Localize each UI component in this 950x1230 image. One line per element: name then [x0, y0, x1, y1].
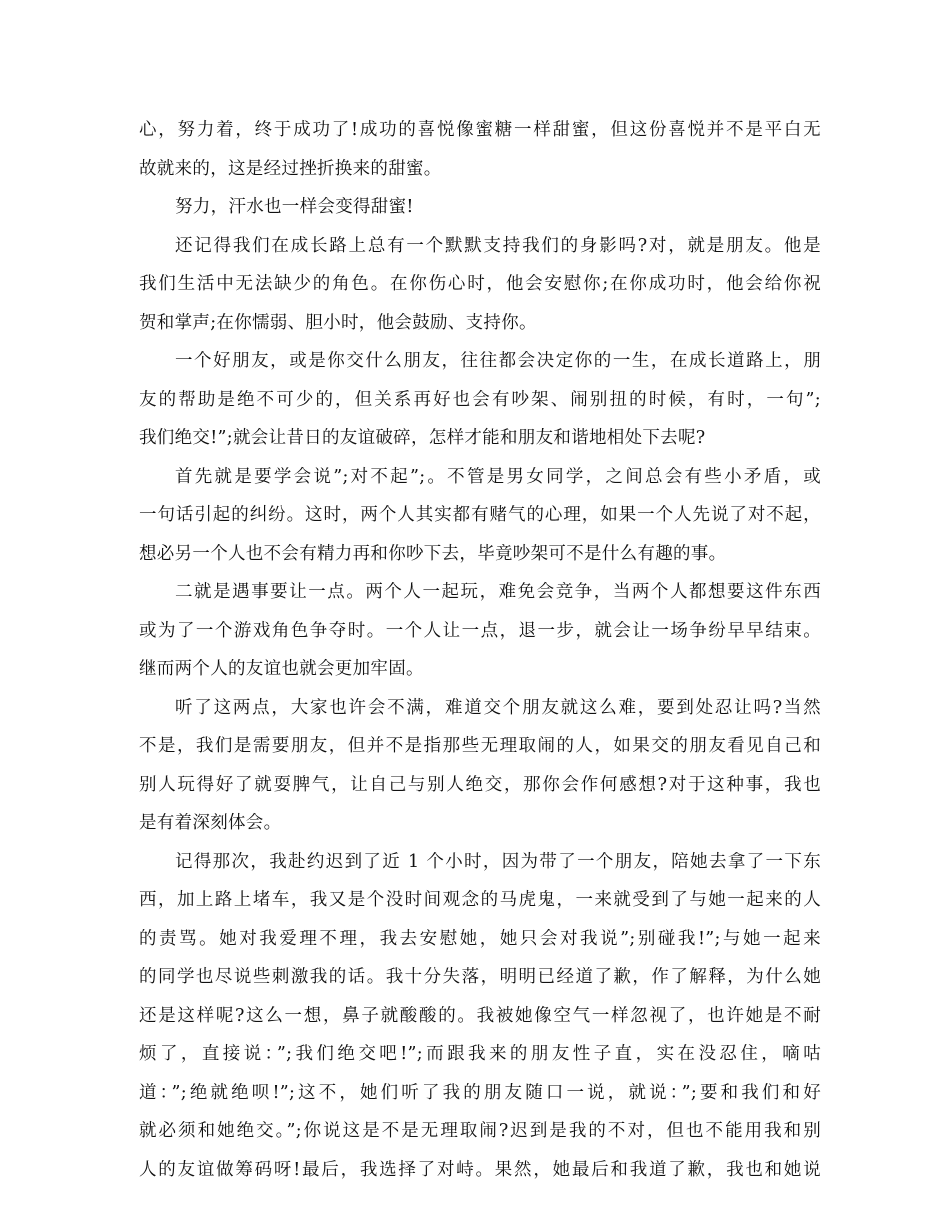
paragraph-first-line: 二就是遇事要让一点。两个人一起玩，难免会竞争，当两个人都想要这件东西 — [175, 582, 821, 602]
text-line: 人的友谊做筹码呀!最后，我选择了对峙。果然，她最后和我道了歉，我也和她说 — [139, 1159, 821, 1180]
paragraph-first-line: 还记得我们在成长路上总有一个默默支持我们的身影吗?对，就是朋友。他是 — [175, 235, 821, 256]
text-line: 的同学也尽说些刺激我的话。我十分失落，明明已经道了歉，作了解释，为什么她 — [139, 967, 821, 987]
text-line: 继而两个人的友谊也就会更加牢固。 — [139, 659, 424, 679]
paragraph-first-line: 首先就是要学会说”;对不起”;。不管是男女同学，之间总会有些小矛盾，或 — [175, 466, 821, 487]
text-line: 或为了一个游戏角色争夺时。一个人让一点，退一步，就会让一场争纷早早结束。 — [139, 620, 821, 641]
document-body — [139, 111, 821, 1189]
text-line: 的责骂。她对我爱理不理，我去安慰她，她只会对我说”;别碰我!”;与她一起来 — [139, 928, 821, 949]
text-line: 贺和掌声;在你懦弱、胆小时，他会鼓励、支持你。 — [139, 312, 537, 333]
text-line: 故就来的，这是经过挫折换来的甜蜜。 — [139, 158, 442, 179]
text-line: 心，努力着，终于成功了!成功的喜悦像蜜糖一样甜蜜，但这份喜悦并不是平白无 — [139, 120, 821, 140]
text-line: 烦了，直接说：”;我们绝交吧!”;而跟我来的朋友性子直，实在没忍住，嘀咕 — [139, 1044, 821, 1064]
paragraph-first-line: 一个好朋友，或是你交什么朋友，往往都会决定你的一生，在成长道路上，朋 — [175, 351, 821, 371]
text-line: 不是，我们是需要朋友，但并不是指那些无理取闹的人，如果交的朋友看见自己和 — [139, 736, 821, 756]
paragraph-first-line: 努力，汗水也一样会变得甜蜜! — [175, 197, 414, 217]
text-line: 我们生活中无法缺少的角色。在你伤心时，他会安慰你;在你成功时，他会给你祝 — [139, 274, 821, 294]
text-line: 是有着深刻体会。 — [139, 813, 282, 833]
text-line: 一句话引起的纠纷。这时，两个人其实都有赌气的心理，如果一个人先说了对不起， — [139, 505, 821, 525]
text-line: 道：”;绝就绝呗!”;这不，她们听了我的朋友随口一说，就说：”;要和我们和好 — [139, 1082, 821, 1103]
paragraph-first-line: 记得那次，我赴约迟到了近 1 个小时，因为带了一个朋友，陪她去拿了一下东 — [175, 851, 821, 872]
paragraph-first-line: 听了这两点，大家也许会不满，难道交个朋友就这么难，要到处忍让吗?当然 — [175, 697, 821, 718]
text-line: 想必另一个人也不会有精力再和你吵下去，毕竟吵架可不是什么有趣的事。 — [139, 543, 727, 564]
text-line: 别人玩得好了就耍脾气，让自己与别人绝交，那你会作何感想?对于这种事，我也 — [139, 774, 821, 795]
text-line: 我们绝交!”;就会让昔日的友谊破碎，怎样才能和朋友和谐地相处下去呢? — [139, 428, 706, 448]
text-line: 友的帮助是绝不可少的，但关系再好也会有吵架、闹别扭的时候，有时，一句”; — [139, 389, 821, 410]
text-line: 还是这样呢?这么一想，鼻子就酸酸的。我被她像空气一样忽视了，也许她是不耐 — [139, 1005, 821, 1026]
text-line: 西，加上路上堵车，我又是个没时间观念的马虎鬼，一来就受到了与她一起来的人 — [139, 890, 821, 910]
text-line: 就必须和她绝交。”;你说这是不是无理取闹?迟到是我的不对，但也不能用我和别 — [139, 1121, 821, 1141]
